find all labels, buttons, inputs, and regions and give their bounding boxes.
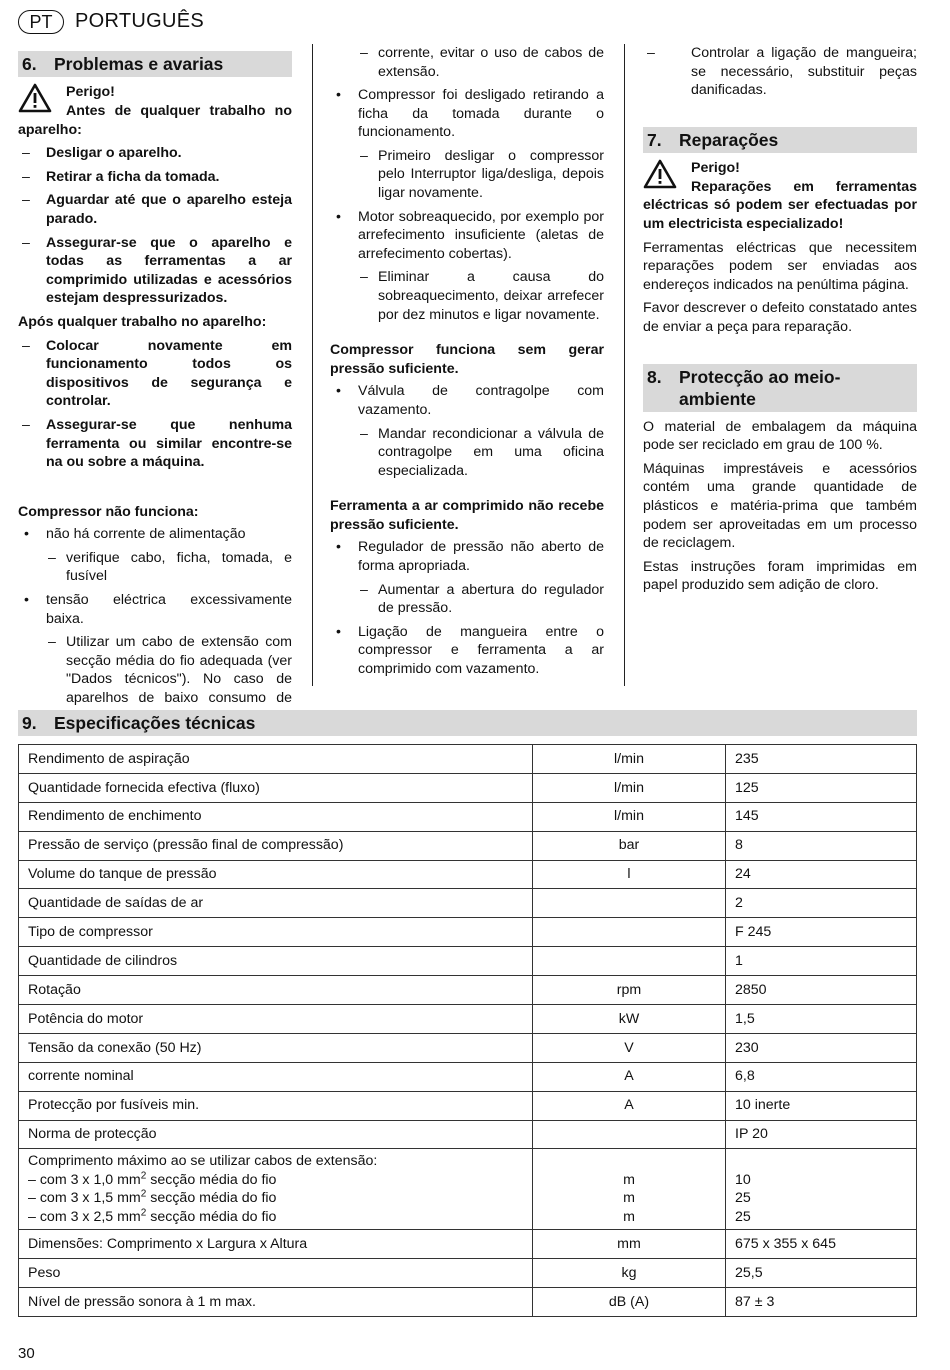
list-item-continued: – corrente, evitar o uso de cabos de extensão. — [330, 44, 604, 81]
problem-heading: Ferramenta a ar comprimido não recebe pressão suficiente. — [330, 498, 604, 533]
spec-param: Quantidade de cilindros — [19, 947, 533, 976]
warning-text: Reparações em ferramentas eléctricas só podem ser efectuadas por um electricista especializado! — [643, 178, 917, 232]
spec-value: 235 — [726, 745, 917, 774]
list-item: – Eliminar a causa do sobreaquecimento, deixar arrefecer por dez minutos e ligar novamente. — [330, 268, 604, 324]
list-item: • Ligação de mangueira entre o compressor e ferramenta a ar comprimido com vazamento. — [330, 623, 604, 679]
table-row — [19, 947, 917, 976]
spec-unit — [533, 1120, 726, 1149]
warning-block — [18, 83, 292, 121]
list-item: • Válvula de contragolpe com vazamento. — [330, 382, 604, 419]
list-item: • Regulador de pressão não aberto de forma apropriada. — [330, 538, 604, 575]
list-item: – Primeiro desligar o compressor pelo Interruptor liga/desliga, depois ligar novamente. — [330, 147, 604, 203]
warning-icon — [643, 159, 677, 189]
list-item: • Motor sobreaquecido, por exemplo por arrefecimento insuficiente (aletas de arrefecimento cobertas). — [330, 208, 604, 264]
list-item: • não há corrente de alimentação — [18, 525, 292, 544]
list-item: • tensão eléctrica excessivamente baixa. — [18, 591, 292, 628]
list-item: – Assegurar-se que o aparelho e todas as ferramentas a ar comprimido utilizadas e acessórios estejam despressurizados. — [18, 234, 292, 308]
spec-param: Tipo de compressor — [19, 918, 533, 947]
spec-value: 10 25 25 — [726, 1149, 917, 1230]
list-item: – Retirar a ficha da tomada. — [18, 168, 292, 187]
section-8-heading: 8. Protecção ao meio-ambiente — [643, 364, 917, 412]
spec-param — [19, 1149, 533, 1230]
problem-heading: Compressor não funciona: — [18, 503, 199, 520]
list-item: – Controlar a ligação de mangueira; se necessário, substituir peças danificadas. — [643, 44, 917, 100]
spec-unit: l/min — [533, 802, 726, 831]
spec-unit: V — [533, 1033, 726, 1062]
table-row — [19, 1091, 917, 1120]
spec-param: Rotação — [19, 976, 533, 1005]
paragraph: O material de embalagem da máquina pode ser reciclado em grau de 100 %. — [643, 418, 917, 454]
spec-value: 2 — [726, 889, 917, 918]
spec-param: Volume do tanque de pressão — [19, 860, 533, 889]
table-row — [19, 1062, 917, 1091]
spec-param: Quantidade de saídas de ar — [19, 889, 533, 918]
spec-value: 125 — [726, 773, 917, 802]
spec-value: 25,5 — [726, 1259, 917, 1288]
spec-unit: kW — [533, 1005, 726, 1034]
spec-param: Protecção por fusíveis min. — [19, 1091, 533, 1120]
spec-unit: m m m — [533, 1149, 726, 1230]
table-row — [19, 831, 917, 860]
spec-value: 1 — [726, 947, 917, 976]
list-item: – Aumentar a abertura do regulador de pressão. — [330, 581, 604, 618]
spec-param: corrente nominal — [19, 1062, 533, 1091]
spec-value: IP 20 — [726, 1120, 917, 1149]
table-row — [19, 1230, 917, 1259]
spec-unit — [533, 918, 726, 947]
spec-value: 87 ± 3 — [726, 1288, 917, 1317]
list-item: – Assegurar-se que nenhuma ferramenta ou similar encontre-se na ou sobre a máquina. — [18, 416, 292, 472]
table-row-cable-length — [19, 1149, 917, 1230]
spec-param: Nível de pressão sonora à 1 m max. — [19, 1288, 533, 1317]
list-item: – Mandar recondicionar a válvula de contragolpe em uma oficina especializada. — [330, 425, 604, 481]
spec-unit — [533, 889, 726, 918]
table-row — [19, 918, 917, 947]
spec-table — [18, 744, 917, 1317]
list-item: – Desligar o aparelho. — [18, 144, 292, 163]
column-2 — [330, 44, 604, 684]
spec-param: Norma de protecção — [19, 1120, 533, 1149]
column-divider — [312, 44, 313, 686]
spec-unit: l/min — [533, 745, 726, 774]
section-7-heading: 7. Reparações — [643, 127, 917, 153]
spec-unit: rpm — [533, 976, 726, 1005]
column-1 — [18, 51, 292, 712]
spec-param: Pressão de serviço (pressão final de compressão) — [19, 831, 533, 860]
spec-value: 6,8 — [726, 1062, 917, 1091]
spec-value: 1,5 — [726, 1005, 917, 1034]
table-row — [19, 860, 917, 889]
table-row — [19, 1288, 917, 1317]
paragraph: Máquinas imprestáveis e acessórios contém uma grande quantidade de plásticos e matéria-prima que também podem ser aproveitadas em um processo de reciclagem. — [643, 460, 917, 552]
column-3 — [643, 44, 917, 600]
spec-unit: kg — [533, 1259, 726, 1288]
spec-param: Quantidade fornecida efectiva (fluxo) — [19, 773, 533, 802]
warning-title: Perigo! — [691, 159, 740, 176]
table-row — [19, 1005, 917, 1034]
spec-unit: mm — [533, 1230, 726, 1259]
cable-line: – com 3 x 1,0 $mm^2$ secção média do fio — [28, 1170, 277, 1188]
table-row — [19, 773, 917, 802]
spec-unit — [533, 947, 726, 976]
spec-unit: A — [533, 1062, 726, 1091]
spec-param: Potência do motor — [19, 1005, 533, 1034]
column-divider — [624, 44, 625, 686]
list-item: – verifique cabo, ficha, tomada, e fusível — [18, 549, 292, 586]
cable-heading: Comprimento máximo ao se utilizar cabos de extensão: — [28, 1153, 378, 1170]
spec-value: 145 — [726, 802, 917, 831]
page-number: 30 — [18, 1345, 35, 1362]
list-item: – Utilizar um cabo de extensão com secção média do fio adequada (ver "Dados técnicos"). No caso de aparelhos de baixo consumo de — [18, 633, 292, 707]
spec-value: F 245 — [726, 918, 917, 947]
spec-param: Rendimento de aspiração — [19, 745, 533, 774]
spec-param: Tensão da conexão (50 Hz) — [19, 1033, 533, 1062]
list-item: – Colocar novamente em funcionamento todos os dispositivos de segurança e controlar. — [18, 337, 292, 411]
spec-value: 8 — [726, 831, 917, 860]
paragraph: Favor descrever o defeito constatado antes de enviar a peça para reparação. — [643, 300, 917, 335]
section-6-heading: 6. Problemas e avarias — [18, 51, 292, 77]
language-title: PORTUGUÊS — [75, 10, 205, 32]
table-row — [19, 1033, 917, 1062]
spec-value: 2850 — [726, 976, 917, 1005]
warning-title: Perigo! — [66, 84, 115, 100]
spec-param: Dimensões: Comprimento x Largura x Altura — [19, 1230, 533, 1259]
table-row — [19, 976, 917, 1005]
cable-line: – com 3 x 1,5 $mm^2$ secção média do fio — [28, 1188, 277, 1207]
list-item: – Aguardar até que o aparelho esteja parado. — [18, 191, 292, 228]
table-row — [19, 889, 917, 918]
spec-value: 230 — [726, 1033, 917, 1062]
warning-block — [643, 159, 917, 197]
table-row — [19, 745, 917, 774]
after-heading: Após qualquer trabalho no aparelho: — [18, 313, 267, 330]
table-row — [19, 1120, 917, 1149]
spec-unit: l/min — [533, 773, 726, 802]
table-row — [19, 802, 917, 831]
problem-heading: Compressor funciona sem gerar pressão suficiente. — [330, 342, 604, 377]
spec-unit: bar — [533, 831, 726, 860]
spec-param: Rendimento de enchimento — [19, 802, 533, 831]
spec-value: 24 — [726, 860, 917, 889]
section-9-heading: 9. Especificações técnicas — [18, 710, 917, 736]
paragraph: Ferramentas eléctricas que necessitem reparações podem ser enviadas aos endereços indicados na penúltima página. — [643, 239, 917, 293]
spec-unit: l — [533, 860, 726, 889]
warning-icon — [18, 83, 52, 113]
warning-text: Antes de qualquer trabalho no aparelho: — [18, 103, 292, 138]
paragraph: Estas instruções foram imprimidas em papel produzido sem adição de cloro. — [643, 558, 917, 594]
language-badge: PT — [18, 10, 64, 34]
list-item: • Compressor foi desligado retirando a ficha da tomada durante o funcionamento. — [330, 86, 604, 142]
spec-unit: A — [533, 1091, 726, 1120]
spec-value: 675 x 355 x 645 — [726, 1230, 917, 1259]
table-row — [19, 1259, 917, 1288]
spec-value: 10 inerte — [726, 1091, 917, 1120]
spec-param: Peso — [19, 1259, 533, 1288]
cable-line: – com 3 x 2,5 $mm^2$ secção média do fio — [28, 1207, 277, 1225]
spec-unit: dB (A) — [533, 1288, 726, 1317]
